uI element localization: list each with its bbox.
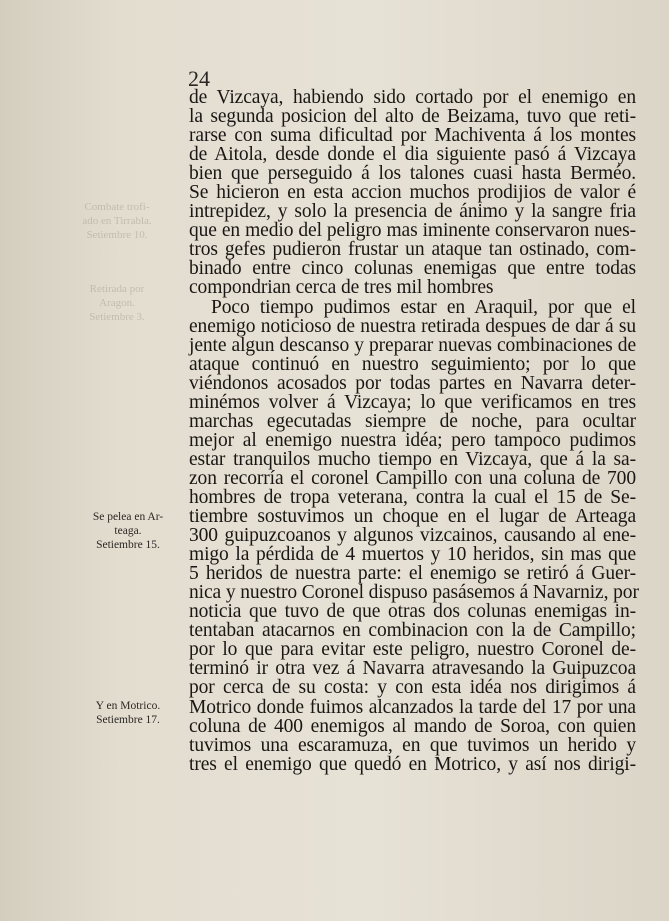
text-line: tuvimos una escaramuza, en que tuvimos un herido y xyxy=(189,734,636,756)
text-line: nica y nuestro Coronel dispuso pasásemos á Navarniz, por xyxy=(189,582,639,604)
text-line: compondrian cerca de tres mil hombres xyxy=(189,277,494,299)
text-line: tros gefes pudieron frustar un ataque tan ostinado, com- xyxy=(189,239,636,261)
text-line: por lo que para evitar este peligro, nuestro Coronel de- xyxy=(189,639,636,661)
text-line: coluna de 400 enemigos al mando de Soroa, con quien xyxy=(189,715,636,737)
text-line: intrepidez, y solo la presencia de ánimo y la sangre fria xyxy=(189,201,636,223)
text-line: binado entre cinco colunas enemigas que entre todas xyxy=(189,258,636,280)
text-line: 300 guipuzcoanos y algunos vizcainos, causando al ene- xyxy=(189,525,636,547)
text-line: hombres de tropa veterana, contra la cual el 15 de Se- xyxy=(189,486,636,508)
text-line: migo la pérdida de 4 muertos y 10 heridos, sin mas que xyxy=(189,544,636,566)
bleed-note-line: Setiembre 3. xyxy=(89,311,145,323)
margin-note-arteaga xyxy=(86,510,170,552)
bleed-note-line: Retirada por xyxy=(89,283,145,295)
bleed-note-line: Setiembre 10. xyxy=(86,229,148,241)
bleed-note-line: Combate trofi- xyxy=(84,201,150,213)
bleed-note-line: ado en Tirrabla. xyxy=(82,215,152,227)
text-line: 5 heridos de nuestra parte: el enemigo se retiró á Guer- xyxy=(189,563,636,585)
text-line: terminó ir otra vez á Navarra atravesando la Guipuzcoa xyxy=(189,658,636,680)
text-line: tentaban atacarnos en combinacion con la de Campillo; xyxy=(189,620,636,642)
text-line: jente algun descanso y preparar nuevas combinaciones de xyxy=(189,334,636,356)
bleed-through-note-2 xyxy=(72,282,162,324)
text-line: mejor al enemigo nuestra idéa; pero tampoco pudimos xyxy=(189,429,636,451)
text-line: rarse con suma dificultad por Machiventa á los montes xyxy=(189,125,636,147)
text-line: de Vizcaya, habiendo sido cortado por el enemigo en xyxy=(189,87,636,108)
text-line: tiembre sostuvimos un choque en el lugar de Arteaga xyxy=(189,506,636,528)
text-line: Motrico donde fuimos alcanzados la tarde del 17 por una xyxy=(189,696,636,718)
text-line: que en medio del peligro mas iminente conservaron nues- xyxy=(189,220,636,242)
margin-note-line: Se pelea en Ar- xyxy=(92,511,164,523)
page-number: 24 xyxy=(188,66,210,91)
text-line: Se hicieron en esta accion muchos prodijios de valor é xyxy=(189,182,636,204)
text-line: por cerca de su costa: y con esta idéa nos dirigimos á xyxy=(189,677,636,699)
text-line: marchas egecutadas siempre de noche, para ocultar xyxy=(189,410,636,432)
text-line: minémos volver á Vizcaya; lo que verificamos en tres xyxy=(189,391,636,413)
text-line: estar tranquilos mucho tiempo en Vizcaya, que á la sa- xyxy=(189,448,636,470)
margin-note-line: teaga. xyxy=(114,525,142,537)
text-line: enemigo noticioso de nuestra retirada despues de dar á su xyxy=(189,315,636,337)
text-line: bien que perseguido á los talones cuasi hasta Berméo. xyxy=(189,163,636,185)
margin-note-line: Y en Motrico. xyxy=(95,700,161,712)
margin-note-line: Setiembre 15. xyxy=(96,539,160,551)
text-line: de Aitola, desde donde el dia siguiente pasó á Vizcaya xyxy=(189,144,636,166)
margin-note-line: Setiembre 17. xyxy=(96,714,160,726)
bleed-through-note-1 xyxy=(72,200,162,242)
body-text xyxy=(189,87,639,775)
text-line: tres el enemigo que quedó en Motrico, y así nos dirigi- xyxy=(189,753,636,775)
text-line: la segunda posicion del alto de Beizama, tuvo que reti- xyxy=(189,106,636,128)
bleed-note-line: Aragon. xyxy=(99,297,135,309)
paragraph-start-line: Poco tiempo pudimos estar en Araquil, por que el xyxy=(211,296,636,318)
text-line: viéndonos acosados por todas partes en Navarra deter- xyxy=(189,372,636,394)
text-line: ataque continuó en nuestro seguimiento; por lo que xyxy=(189,353,636,375)
margin-note-motrico xyxy=(86,699,170,727)
text-line: zon recorría el coronel Campillo con una coluna de 700 xyxy=(189,467,636,489)
text-line: noticia que tuvo de que otras dos colunas enemigas in- xyxy=(189,601,636,623)
